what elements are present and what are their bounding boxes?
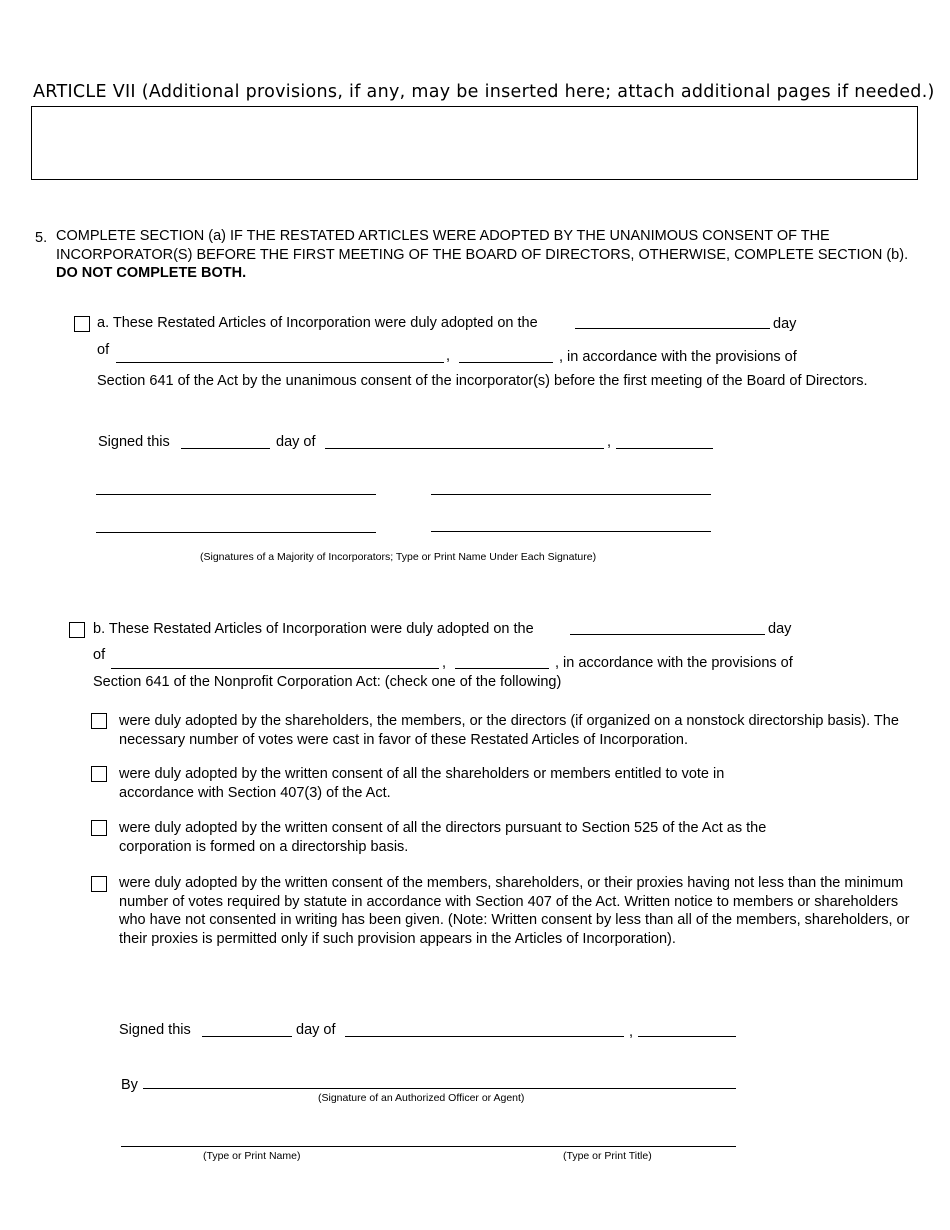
section-a-line1: a. These Restated Articles of Incorporation were duly adopted on the (97, 315, 538, 331)
section-b-signed-day-field[interactable] (202, 1036, 292, 1037)
article-vii-title: ARTICLE VII (Additional provisions, if any, may be inserted here; attach additional pages if needed.) (33, 82, 935, 102)
section-a-day-of-label: day of (276, 434, 316, 450)
section-b-signed-month-field[interactable] (345, 1036, 624, 1037)
section-a-of-label: of (97, 342, 110, 358)
section-a-day-label: day (773, 316, 797, 332)
section-a-year-field[interactable] (459, 362, 553, 363)
section-b-day-field[interactable] (570, 634, 765, 635)
section-a-month-field[interactable] (116, 362, 444, 363)
authorized-officer-signature-field[interactable] (143, 1088, 736, 1089)
section-b-line3: Section 641 of the Nonprofit Corporation Act: (check one of the following) (93, 674, 562, 690)
section-a-accordance: , in accordance with the provisions of (559, 349, 797, 365)
section-number: 5. (35, 230, 48, 246)
section-b-comma2: , (629, 1024, 634, 1040)
section-a-signed-this-label: Signed this (98, 434, 170, 450)
section-b-year-field[interactable] (455, 668, 549, 669)
section-b-day-of-label: day of (296, 1022, 336, 1038)
section-a-comma2: , (607, 434, 612, 450)
section-a-line3: Section 641 of the Act by the unanimous consent of the incorporator(s) before the first meeting of the Board of Directors. (97, 373, 868, 389)
section-b-signed-this-label: Signed this (119, 1022, 191, 1038)
name-title-field[interactable] (121, 1146, 736, 1147)
section-a-signed-month-field[interactable] (325, 448, 604, 449)
instruction-bold-text: DO NOT COMPLETE BOTH. (56, 265, 247, 281)
section-5-instruction (56, 227, 916, 283)
section-a-checkbox[interactable] (74, 316, 90, 332)
title-caption: (Type or Print Title) (563, 1150, 652, 1162)
section-a-signed-year-field[interactable] (616, 448, 713, 449)
section-b-month-field[interactable] (111, 668, 439, 669)
option-3-text: were duly adopted by the written consent of all the directors pursuant to Section 525 of the Act as the corporation is formed on a directorship basis. (119, 820, 767, 855)
option-3-checkbox[interactable] (91, 820, 107, 836)
section-b-checkbox[interactable] (69, 622, 85, 638)
incorporator-signature-1[interactable] (96, 494, 376, 495)
section-a-comma: , (446, 348, 451, 364)
option-2-text: were duly adopted by the written consent of all the shareholders or members entitled to vote in accordance with Section 407(3) of the Act. (119, 766, 725, 801)
incorporator-name-1[interactable] (96, 532, 376, 533)
section-a-day-field[interactable] (575, 328, 770, 329)
section-b-signed-year-field[interactable] (638, 1036, 736, 1037)
option-1-text: were duly adopted by the shareholders, the members, or the directors (if organized on a nonstock directorship basis). The necessary number of votes were cast in favor of these Restated Articles of Incorporation. (119, 713, 899, 748)
by-label: By (121, 1077, 138, 1093)
option-4-text: were duly adopted by the written consent of the members, shareholders, or their proxies having not less than the minimum number of votes required by statute in accordance with Section 407 of the Act. Written notice to members or shareholders who have not consented in writing has been given. (Note: Written consent by less than all of the members, shareholders, or their proxies is permitted only if such provision appears in the Articles of Incorporation). (119, 875, 910, 947)
signatures-caption: (Signatures of a Majority of Incorporators; Type or Print Name Under Each Signature) (200, 551, 597, 563)
signature-caption: (Signature of an Authorized Officer or Agent) (318, 1092, 525, 1104)
section-b-day-label: day (768, 621, 792, 637)
section-b-comma: , (442, 655, 447, 671)
section-a-signed-day-field[interactable] (181, 448, 270, 449)
incorporator-name-2[interactable] (431, 531, 711, 532)
option-1-checkbox[interactable] (91, 713, 107, 729)
incorporator-signature-2[interactable] (431, 494, 711, 495)
option-4-checkbox[interactable] (91, 876, 107, 892)
name-caption: (Type or Print Name) (203, 1150, 301, 1162)
section-b-accordance: , in accordance with the provisions of (555, 655, 793, 671)
section-b-of-label: of (93, 647, 106, 663)
section-b-line1: b. These Restated Articles of Incorporation were duly adopted on the (93, 621, 534, 637)
option-2-checkbox[interactable] (91, 766, 107, 782)
instruction-text: COMPLETE SECTION (a) IF THE RESTATED ARTICLES WERE ADOPTED BY THE UNANIMOUS CONSENT OF THE INCORPORATOR(S) BEFORE THE FIRST MEETING OF THE BOARD OF DIRECTORS, OTHERWISE, COMPLETE SECTION (b). (56, 228, 909, 263)
article-vii-provisions-box[interactable] (31, 106, 918, 180)
